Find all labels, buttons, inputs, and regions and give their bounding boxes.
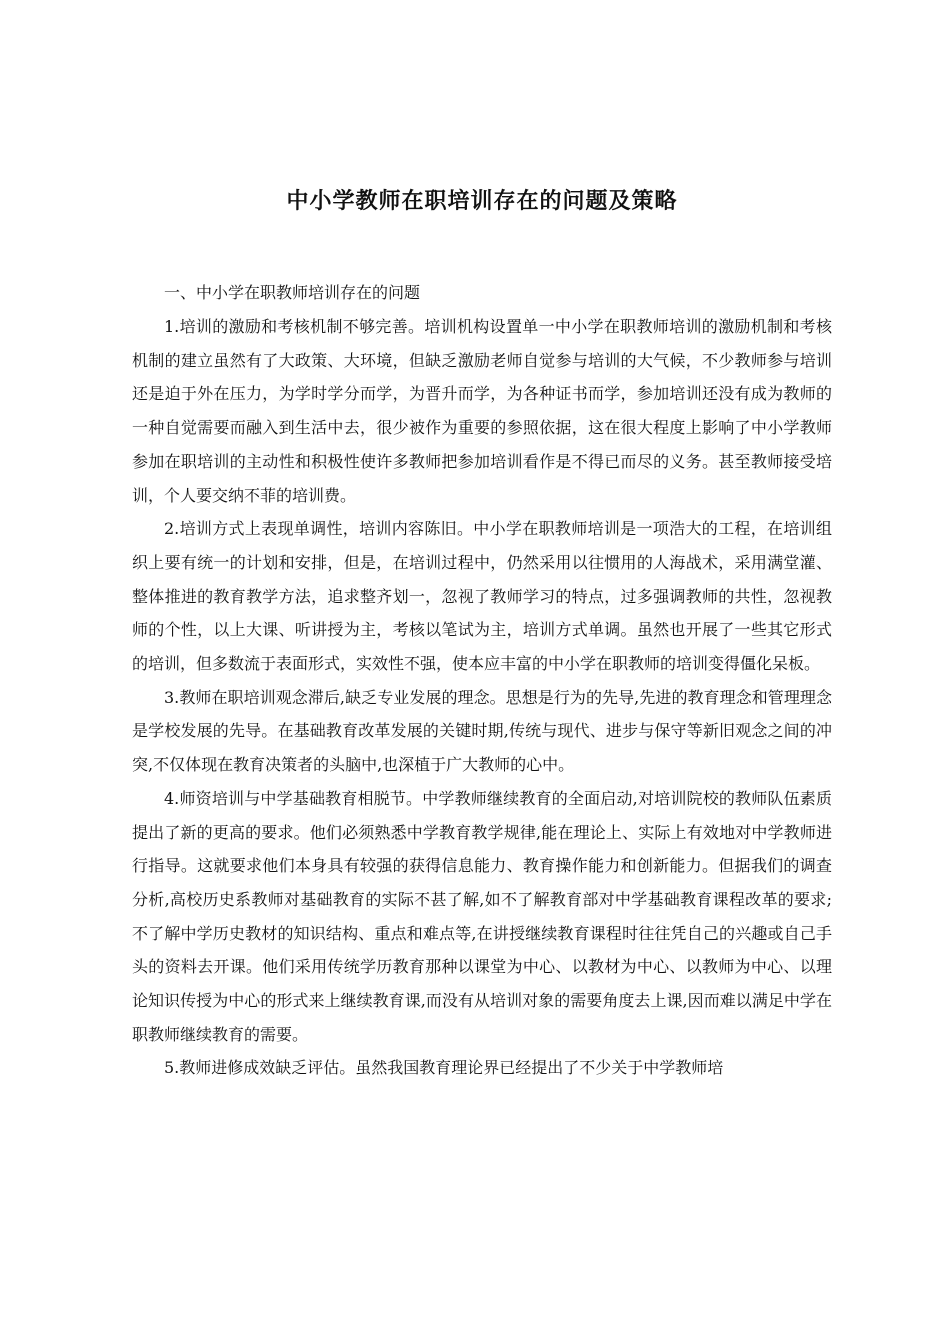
paragraph-2: 2.培训方式上表现单调性，培训内容陈旧。中小学在职教师培训是一项浩大的工程，在培训组织上要有统一的计划和安排，但是，在培训过程中，仍然采用以往惯用的人海战术，采用满堂灌、整体推进的教育教学方法，追求整齐划一，忽视了教师学习的特点，过多强调教师的共性，忽视教师的个性，以上大课、听讲授为主，考核以笔试为主，培训方式单调。虽然也开展了一些其它形式的培训，但多数流于表面形式，实效性不强，使本应丰富的中小学在职教师的培训变得僵化呆板。 <box>132 519 832 674</box>
paragraph-3: 3.教师在职培训观念滞后,缺乏专业发展的理念。思想是行为的先导,先进的教育理念和管理理念是学校发展的先导。在基础教育改革发展的关键时期,传统与现代、进步与保守等新旧观念之间的冲突,不仅体现在教育决策者的头脑中,也深植于广大教师的心中。 <box>132 687 832 775</box>
document-page <box>132 180 832 1085</box>
paragraph-4: 4.师资培训与中学基础教育相脱节。中学教师继续教育的全面启动,对培训院校的教师队伍素质提出了新的更高的要求。他们必须熟悉中学教育教学规律,能在理论上、实际上有效地对中学教师进行指导。这就要求他们本身具有较强的获得信息能力、教育操作能力和创新能力。但据我们的调查分析,高校历史系教师对基础教育的实际不甚了解,如不了解教育部对中学基础教育课程改革的要求;不了解中学历史教材的知识结构、重点和难点等,在讲授继续教育课程时往往凭自己的兴趣或自己手头的资料去开课。他们采用传统学历教育那种以课堂为中心、以教材为中心、以教师为中心、以理论知识传授为中心的形式来上继续教育课,而没有从培训对象的需要角度去上课,因而难以满足中学在职教师继续教育的需要。 <box>132 788 832 1044</box>
section-heading: 一、中小学在职教师培训存在的问题 <box>164 283 421 302</box>
document-title: 中小学教师在职培训存在的问题及策略 <box>286 189 678 214</box>
paragraph-5: 5.教师进修成效缺乏评估。虽然我国教育理论界已经提出了不少关于中学教师培 <box>164 1058 724 1078</box>
paragraph-1: 1.培训的激励和考核机制不够完善。培训机构设置单一中小学在职教师培训的激励机制和考核机制的建立虽然有了大政策、大环境，但缺乏激励老师自觉参与培训的大气候，不少教师参与培训还是迫于外在压力，为学时学分而学，为晋升而学，为各种证书而学，参加培训还没有成为教师的一种自觉需要而融入到生活中去，很少被作为重要的参照依据，这在很大程度上影响了中小学教师参加在职培训的主动性和积极性使许多教师把参加培训看作是不得已而尽的义务。甚至教师接受培训，个人要交纳不菲的培训费。 <box>132 317 832 505</box>
